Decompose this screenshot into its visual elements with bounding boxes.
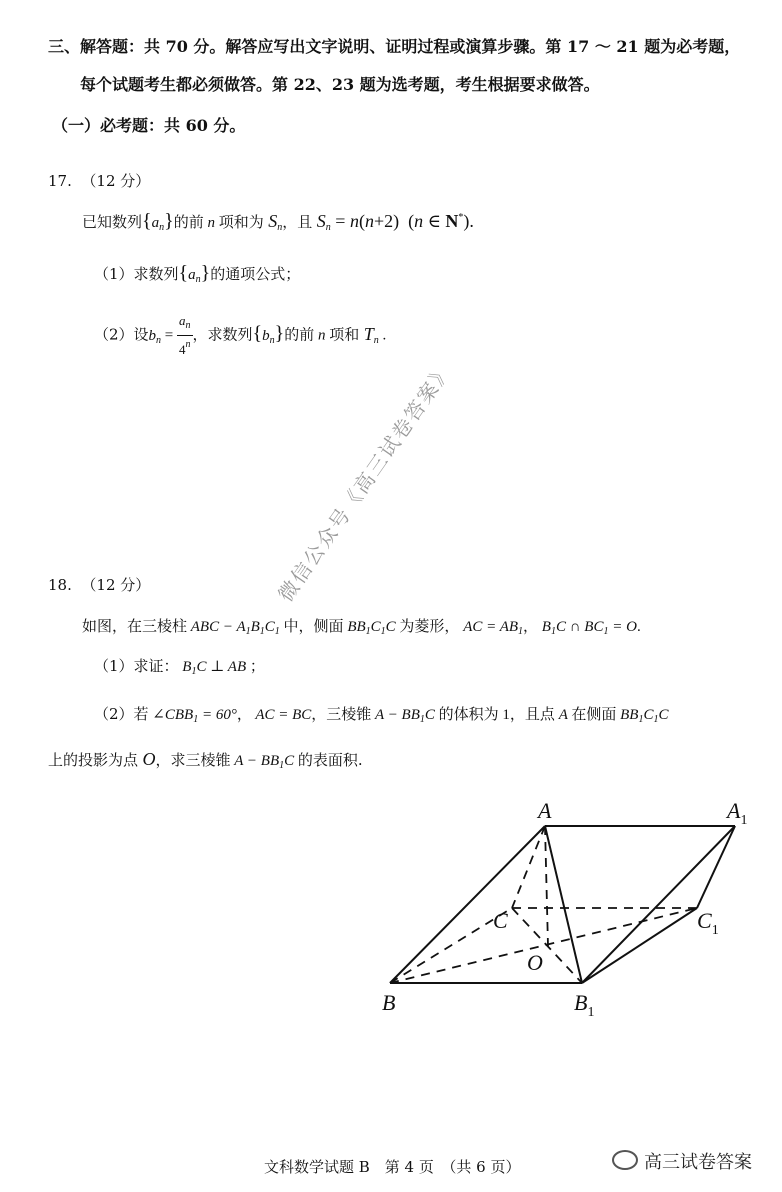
label-A1: $A_1$	[727, 798, 748, 828]
q17-part2: （2）设$b_n$ = $\frac{a_n}{4^n}$ ，求数列$\{b_n\}$的前 n 项和 $T_n$ .	[94, 313, 387, 357]
q18-part2: （2）若 $\angle CBB_1 = 60^\circ$， AC = BC，三棱锥 $A - BB_1C$ 的体积为 1，且点 A 在侧面 $BB_1C_1C$	[94, 705, 669, 725]
page-footer: 文科数学试题 B 第 4 页 （共 6 页）	[264, 1158, 521, 1176]
watermark: 微信公众号《高三试卷答案》	[273, 358, 457, 607]
label-A: A	[538, 798, 552, 823]
edge-A1C1	[697, 826, 735, 908]
required-heading: （一）必考题：共 60 分。	[52, 116, 246, 135]
edge-AO	[545, 826, 548, 946]
q17-part1: （1）求数列$\{a_n\}$的通项公式；	[94, 262, 301, 285]
edge-BC1	[390, 908, 697, 983]
q18-part2-cont: 上的投影为点 O，求三棱锥 $A - BB_1C$ 的表面积.	[48, 749, 363, 771]
q17-stem: 已知数列$\{a_n\}$的前 n 项和为 $S_n$，且 $S_n = n(n+2)$ (n ∈ N*).	[82, 210, 474, 233]
edge-AB1	[545, 826, 582, 983]
label-C: C	[493, 908, 508, 933]
source-badge: 高三试卷答案	[612, 1148, 752, 1174]
wechat-icon	[612, 1150, 638, 1170]
edge-BA	[390, 826, 545, 983]
section-title-line1: 三、解答题：共 70 分。解答应写出文字说明、证明过程或演算步骤。第 17 ～ 21 题为必考题，	[48, 37, 741, 56]
edge-B1C1	[582, 908, 697, 983]
q17-score: （12 分）	[81, 172, 151, 190]
label-C1: $C_1$	[697, 908, 719, 938]
edge-CB1	[512, 908, 582, 983]
q18-stem: 如图，在三棱柱 ABC − $A_1B_1C_1$ 中，侧面 $BB_1C_1C$ 为菱形， AC = $AB_1$， $B_1C$ ∩ $BC_1 = O$.	[82, 617, 641, 637]
label-B: B	[382, 990, 396, 1015]
edge-AC	[512, 826, 545, 908]
label-B1: $B_1$	[574, 990, 595, 1020]
q17-number: 17.	[48, 172, 72, 190]
q18-part1: （1）求证： $B_1C$ ⊥ AB ；	[94, 657, 265, 677]
q18-score: （12 分）	[81, 576, 151, 594]
q18-number: 18.	[48, 576, 72, 594]
label-O: O	[527, 950, 543, 975]
section-title-line2: 每个试题考生都必须做答。第 22、23 题为选考题，考生根据要求做答。	[80, 75, 600, 94]
edge-A1B1	[582, 826, 735, 983]
